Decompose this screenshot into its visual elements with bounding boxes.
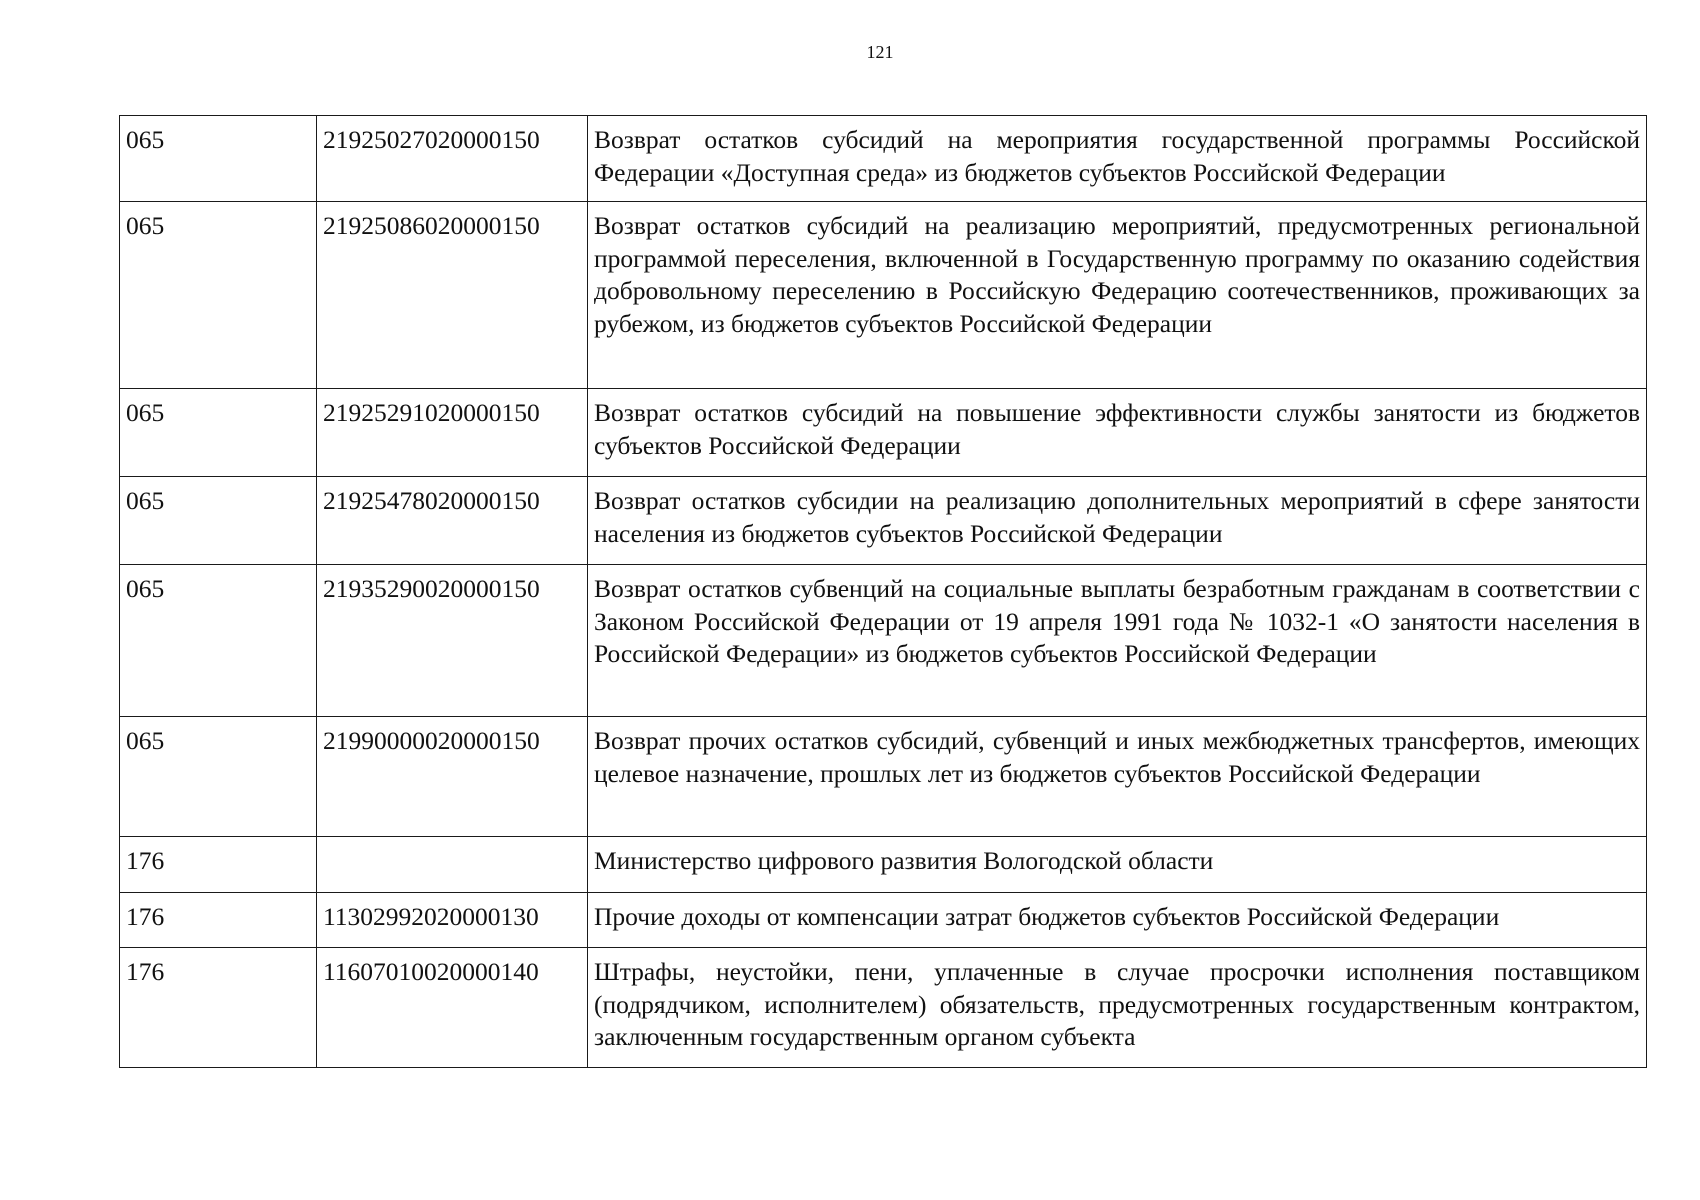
admin-code-cell: 176	[120, 893, 317, 948]
table-row	[120, 948, 1647, 1068]
income-code-cell: 11302992020000130	[317, 893, 588, 948]
admin-code-cell: 065	[120, 565, 317, 717]
description-cell: Возврат остатков субвенций на социальные выплаты безработным гражданам в соответствии с Законом Российской Федерации от 19 апреля 1991 года № 1032-1 «О занятости населения в Российской Федерации» из бюджетов субъектов Российской Федерации	[588, 565, 1647, 717]
income-code-cell: 21925086020000150	[317, 202, 588, 389]
income-code-cell: 11607010020000140	[317, 948, 588, 1068]
description-cell: Возврат остатков субсидий на мероприятия государственной программы Российской Федерации «Доступная среда» из бюджетов субъектов Российской Федерации	[588, 116, 1647, 202]
admin-code-cell: 065	[120, 202, 317, 389]
admin-code-cell: 065	[120, 116, 317, 202]
description-cell: Министерство цифрового развития Вологодской области	[588, 837, 1647, 893]
table-row	[120, 837, 1647, 893]
table-row	[120, 116, 1647, 202]
income-code-cell: 21925027020000150	[317, 116, 588, 202]
admin-code-cell: 176	[120, 948, 317, 1068]
table-row	[120, 202, 1647, 389]
description-cell: Возврат прочих остатков субсидий, субвенций и иных межбюджетных трансфертов, имеющих целевое назначение, прошлых лет из бюджетов субъектов Российской Федерации	[588, 717, 1647, 837]
description-cell: Прочие доходы от компенсации затрат бюджетов субъектов Российской Федерации	[588, 893, 1647, 948]
page-number: 121	[866, 42, 894, 62]
description-cell: Штрафы, неустойки, пени, уплаченные в случае просрочки исполнения поставщиком (подрядчиком, исполнителем) обязательств, предусмотренных государственным контрактом, заключенным государственным органом субъекта	[588, 948, 1647, 1068]
income-code-cell: 21925478020000150	[317, 477, 588, 565]
admin-code-cell: 065	[120, 389, 317, 477]
admin-code-cell: 176	[120, 837, 317, 893]
admin-code-cell: 065	[120, 717, 317, 837]
admin-code-cell: 065	[120, 477, 317, 565]
income-code-cell: 21925291020000150	[317, 389, 588, 477]
description-cell: Возврат остатков субсидии на реализацию дополнительных мероприятий в сфере занятости населения из бюджетов субъектов Российской Федерации	[588, 477, 1647, 565]
table-row	[120, 893, 1647, 948]
table-row	[120, 717, 1647, 837]
table-row	[120, 477, 1647, 565]
income-code-cell	[317, 837, 588, 893]
description-cell: Возврат остатков субсидий на повышение эффективности службы занятости из бюджетов субъектов Российской Федерации	[588, 389, 1647, 477]
income-codes-table	[119, 115, 1647, 1068]
table-row	[120, 565, 1647, 717]
income-code-cell: 21990000020000150	[317, 717, 588, 837]
table-row	[120, 389, 1647, 477]
description-cell: Возврат остатков субсидий на реализацию мероприятий, предусмотренных региональной программой переселения, включенной в Государственную программу по оказанию содействия добровольному переселению в Российскую Федерацию соотечественников, проживающих за рубежом, из бюджетов субъектов Российской Федерации	[588, 202, 1647, 389]
income-code-cell: 21935290020000150	[317, 565, 588, 717]
